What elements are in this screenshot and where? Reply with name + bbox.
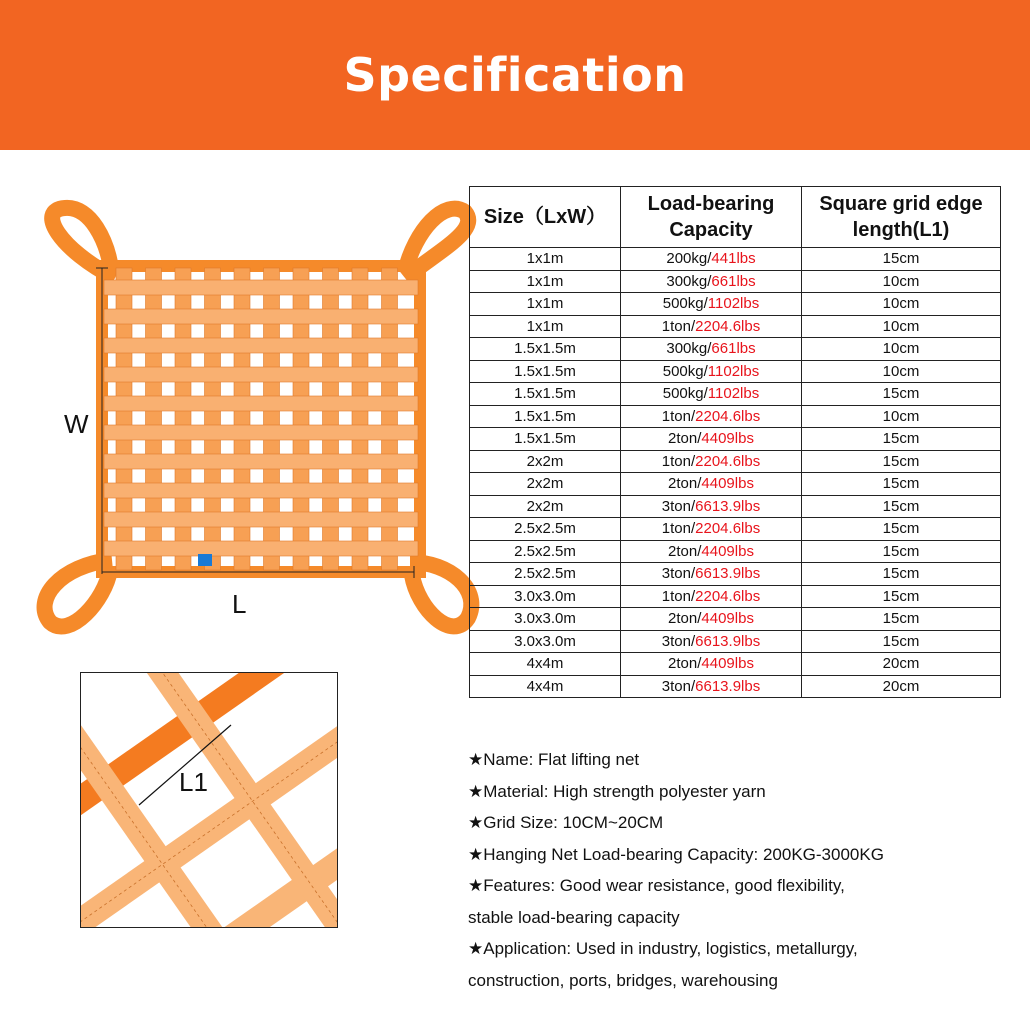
capacity-metric: 3ton/	[661, 565, 696, 583]
cell-capacity	[621, 518, 802, 541]
table-row	[470, 405, 1001, 428]
cell-capacity	[621, 608, 802, 631]
w-label: W	[64, 409, 89, 439]
net-strap-horizontal	[104, 396, 418, 411]
capacity-lbs: 2204.6lbs	[695, 587, 761, 605]
feature-grid-size: ★Grid Size: 10CM~20CM	[468, 813, 664, 832]
cell-size: 1.5x1.5m	[470, 360, 621, 383]
cell-grid-edge: 15cm	[802, 608, 1001, 631]
capacity-metric: 2ton/	[668, 542, 702, 560]
table-row	[470, 495, 1001, 518]
header-capacity: Load-bearing Capacity	[621, 187, 802, 248]
specification-table	[469, 186, 1001, 698]
l-label: L	[232, 589, 247, 619]
capacity-lbs: 661lbs	[711, 340, 756, 358]
cell-grid-edge: 10cm	[802, 315, 1001, 338]
table-row	[470, 675, 1001, 698]
table-row	[470, 383, 1001, 406]
table-row	[470, 450, 1001, 473]
capacity-lbs: 6613.9lbs	[695, 497, 761, 515]
net-strap-horizontal	[104, 425, 418, 440]
header-banner	[0, 0, 1030, 150]
feature-name: ★Name: Flat lifting net	[468, 750, 640, 769]
cell-capacity	[621, 630, 802, 653]
cell-capacity	[621, 248, 802, 271]
cell-grid-edge: 10cm	[802, 293, 1001, 316]
net-strap-horizontal	[104, 367, 418, 382]
capacity-metric: 300kg/	[666, 272, 712, 290]
table-row	[470, 270, 1001, 293]
capacity-metric: 2ton/	[668, 655, 702, 673]
feature-material: ★Material: High strength polyester yarn	[468, 781, 766, 801]
capacity-metric: 300kg/	[666, 340, 712, 358]
cell-size: 1.5x1.5m	[470, 383, 621, 406]
feature-capacity: ★Hanging Net Load-bearing Capacity: 200KG-3000KG	[468, 844, 884, 864]
cell-grid-edge: 15cm	[802, 585, 1001, 608]
cell-size: 1x1m	[470, 248, 621, 271]
cell-grid-edge: 15cm	[802, 540, 1001, 563]
cell-size: 2.5x2.5m	[470, 563, 621, 586]
cell-capacity	[621, 495, 802, 518]
cell-capacity	[621, 338, 802, 361]
capacity-metric: 1ton/	[661, 407, 696, 425]
l1-label: L1	[179, 767, 208, 797]
feature-features-2: stable load-bearing capacity	[468, 907, 680, 927]
capacity-metric: 1ton/	[661, 317, 696, 335]
cell-size: 2.5x2.5m	[470, 540, 621, 563]
cell-grid-edge: 15cm	[802, 428, 1001, 451]
cell-size: 3.0x3.0m	[470, 585, 621, 608]
capacity-lbs: 441lbs	[711, 250, 756, 268]
capacity-metric: 1ton/	[661, 587, 696, 605]
capacity-lbs: 2204.6lbs	[695, 520, 761, 538]
cell-grid-edge: 10cm	[802, 270, 1001, 293]
cell-grid-edge: 20cm	[802, 653, 1001, 676]
cell-capacity	[621, 405, 802, 428]
table-row	[470, 360, 1001, 383]
net-strap-horizontal	[104, 280, 418, 295]
capacity-metric: 3ton/	[661, 497, 696, 515]
cell-size: 1x1m	[470, 315, 621, 338]
table-row	[470, 293, 1001, 316]
cell-size: 4x4m	[470, 653, 621, 676]
cell-capacity	[621, 428, 802, 451]
capacity-metric: 500kg/	[662, 385, 708, 403]
header-grid-edge: Square grid edge length(L1)	[802, 187, 1001, 248]
cell-capacity	[621, 293, 802, 316]
capacity-lbs: 2204.6lbs	[695, 452, 761, 470]
capacity-metric: 3ton/	[661, 677, 696, 695]
capacity-metric: 200kg/	[666, 250, 712, 268]
net-strap-horizontal	[104, 483, 418, 498]
capacity-lbs: 4409lbs	[701, 655, 754, 673]
cell-capacity	[621, 585, 802, 608]
cell-capacity	[621, 675, 802, 698]
cell-capacity	[621, 270, 802, 293]
capacity-lbs: 6613.9lbs	[695, 565, 761, 583]
cell-grid-edge: 15cm	[802, 450, 1001, 473]
table-row	[470, 608, 1001, 631]
capacity-lbs: 4409lbs	[701, 610, 754, 628]
table-header-row	[470, 187, 1001, 248]
cell-capacity	[621, 473, 802, 496]
net-strap-horizontal	[104, 309, 418, 324]
cell-size: 2x2m	[470, 450, 621, 473]
capacity-lbs: 1102lbs	[707, 362, 760, 380]
cell-size: 2.5x2.5m	[470, 518, 621, 541]
cell-grid-edge: 10cm	[802, 338, 1001, 361]
cell-capacity	[621, 563, 802, 586]
feature-application-1: ★Application: Used in industry, logistics, metallurgy,	[468, 939, 858, 958]
blue-marker	[198, 554, 212, 566]
capacity-metric: 1ton/	[661, 452, 696, 470]
capacity-lbs: 4409lbs	[701, 430, 754, 448]
cell-capacity	[621, 450, 802, 473]
cell-size: 1x1m	[470, 293, 621, 316]
net-strap-horizontal	[104, 541, 418, 556]
capacity-metric: 3ton/	[661, 632, 696, 650]
table-row	[470, 630, 1001, 653]
capacity-lbs: 1102lbs	[707, 385, 760, 403]
cell-grid-edge: 15cm	[802, 630, 1001, 653]
table-row	[470, 518, 1001, 541]
capacity-lbs: 661lbs	[711, 272, 756, 290]
capacity-lbs: 6613.9lbs	[695, 632, 761, 650]
capacity-metric: 500kg/	[662, 362, 708, 380]
table-row	[470, 563, 1001, 586]
cell-grid-edge: 15cm	[802, 563, 1001, 586]
grid-detail-closeup	[80, 672, 338, 928]
cell-size: 2x2m	[470, 495, 621, 518]
cell-capacity	[621, 383, 802, 406]
cell-capacity	[621, 653, 802, 676]
capacity-lbs: 4409lbs	[701, 475, 754, 493]
table-row	[470, 315, 1001, 338]
net-strap-horizontal	[104, 454, 418, 469]
capacity-lbs: 2204.6lbs	[695, 317, 761, 335]
cell-size: 3.0x3.0m	[470, 630, 621, 653]
capacity-lbs: 1102lbs	[707, 295, 760, 313]
capacity-lbs: 2204.6lbs	[695, 407, 761, 425]
cell-capacity	[621, 315, 802, 338]
feature-list	[468, 744, 1028, 996]
table-row	[470, 473, 1001, 496]
page-title: Specification	[343, 48, 687, 102]
cell-capacity	[621, 360, 802, 383]
cell-size: 2x2m	[470, 473, 621, 496]
cell-grid-edge: 10cm	[802, 405, 1001, 428]
table-row	[470, 653, 1001, 676]
lifting-net-illustration	[20, 190, 490, 650]
capacity-lbs: 4409lbs	[701, 542, 754, 560]
table-row	[470, 338, 1001, 361]
cell-size: 1.5x1.5m	[470, 405, 621, 428]
cell-size: 1x1m	[470, 270, 621, 293]
cell-grid-edge: 20cm	[802, 675, 1001, 698]
cell-grid-edge: 15cm	[802, 383, 1001, 406]
header-size: Size（LxW）	[470, 187, 621, 248]
capacity-metric: 2ton/	[668, 430, 702, 448]
capacity-metric: 2ton/	[668, 610, 702, 628]
cell-capacity	[621, 540, 802, 563]
feature-application-2: construction, ports, bridges, warehousing	[468, 970, 778, 990]
cell-grid-edge: 15cm	[802, 495, 1001, 518]
capacity-metric: 1ton/	[661, 520, 696, 538]
table-row	[470, 248, 1001, 271]
cell-size: 1.5x1.5m	[470, 428, 621, 451]
cell-grid-edge: 15cm	[802, 518, 1001, 541]
capacity-metric: 500kg/	[662, 295, 708, 313]
cell-grid-edge: 15cm	[802, 473, 1001, 496]
cell-grid-edge: 15cm	[802, 248, 1001, 271]
cell-size: 1.5x1.5m	[470, 338, 621, 361]
table-row	[470, 585, 1001, 608]
net-strap-horizontal	[104, 512, 418, 527]
capacity-metric: 2ton/	[668, 475, 702, 493]
table-row	[470, 540, 1001, 563]
capacity-lbs: 6613.9lbs	[695, 677, 761, 695]
cell-size: 4x4m	[470, 675, 621, 698]
cell-grid-edge: 10cm	[802, 360, 1001, 383]
net-strap-horizontal	[104, 338, 418, 353]
cell-size: 3.0x3.0m	[470, 608, 621, 631]
table-row	[470, 428, 1001, 451]
feature-features-1: ★Features: Good wear resistance, good flexibility,	[468, 876, 845, 895]
